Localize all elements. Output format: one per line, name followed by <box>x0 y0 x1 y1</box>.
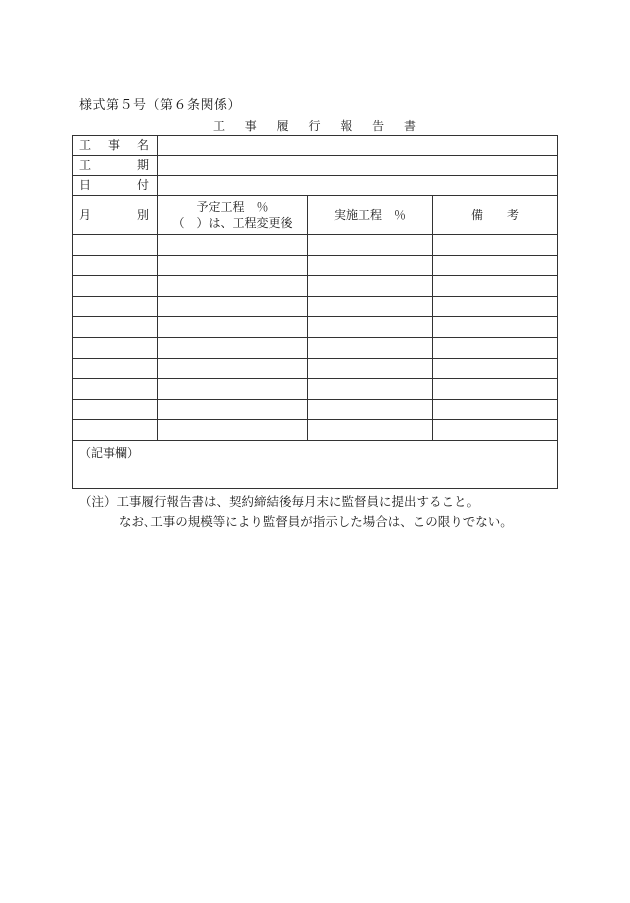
month-cell[interactable] <box>73 276 158 297</box>
actual-cell[interactable] <box>308 317 433 338</box>
footnote-line-2: なお､工事の規模等により監督員が指示した場合は、この限りでない。 <box>119 514 513 529</box>
actual-cell[interactable] <box>308 235 433 256</box>
title-char: 事 <box>244 119 258 133</box>
date-field[interactable] <box>158 176 558 196</box>
planned-cell[interactable] <box>158 379 308 400</box>
data-rows <box>73 235 558 441</box>
project-name-field[interactable] <box>158 136 558 156</box>
planned-cell[interactable] <box>158 399 308 420</box>
month-cell[interactable] <box>73 235 158 256</box>
date-label: 日 付 <box>73 176 158 196</box>
table-row <box>73 276 558 297</box>
month-cell[interactable] <box>73 399 158 420</box>
planned-cell[interactable] <box>158 420 308 441</box>
table-row <box>73 358 558 379</box>
remarks-cell[interactable] <box>433 317 558 338</box>
remarks-cell[interactable] <box>433 296 558 317</box>
title-char: 履 <box>276 119 290 133</box>
table-row <box>73 255 558 276</box>
notes-label: （記事欄） <box>79 445 140 460</box>
month-cell[interactable] <box>73 358 158 379</box>
remarks-cell[interactable] <box>433 399 558 420</box>
remarks-cell[interactable] <box>433 255 558 276</box>
actual-cell[interactable] <box>308 358 433 379</box>
column-header-row <box>73 196 558 235</box>
title-char: 書 <box>404 119 418 133</box>
planned-cell[interactable] <box>158 276 308 297</box>
notes-row <box>73 440 558 488</box>
planned-cell[interactable] <box>158 358 308 379</box>
month-cell[interactable] <box>73 317 158 338</box>
title-char: 工 <box>212 119 226 133</box>
table-row <box>73 420 558 441</box>
planned-cell[interactable] <box>158 317 308 338</box>
actual-cell[interactable] <box>308 255 433 276</box>
actual-cell[interactable] <box>308 276 433 297</box>
actual-cell[interactable] <box>308 337 433 358</box>
table-row <box>73 337 558 358</box>
period-label: 工 期 <box>73 156 158 176</box>
footnote <box>79 492 513 532</box>
remarks-cell[interactable] <box>433 379 558 400</box>
field-row-date <box>73 176 558 196</box>
title-char: 告 <box>372 119 386 133</box>
actual-cell[interactable] <box>308 296 433 317</box>
field-row-period <box>73 156 558 176</box>
remarks-header: 備 考 <box>433 196 558 235</box>
table-row <box>73 399 558 420</box>
planned-progress-header: 予定工程 ％ （ ）は、工程変更後 <box>158 196 308 235</box>
footnote-line-1: （注）工事履行報告書は、契約締結後毎月末に監督員に提出すること。 <box>79 494 480 509</box>
title-char: 報 <box>340 119 354 133</box>
actual-cell[interactable] <box>308 399 433 420</box>
month-cell[interactable] <box>73 255 158 276</box>
actual-cell[interactable] <box>308 379 433 400</box>
month-cell[interactable] <box>73 296 158 317</box>
remarks-cell[interactable] <box>433 276 558 297</box>
form-number: 様式第５号（第６条関係） <box>79 98 242 113</box>
actual-progress-header: 実施工程 ％ <box>308 196 433 235</box>
document-title <box>0 117 630 134</box>
planned-cell[interactable] <box>158 235 308 256</box>
planned-cell[interactable] <box>158 337 308 358</box>
month-cell[interactable] <box>73 379 158 400</box>
remarks-cell[interactable] <box>433 420 558 441</box>
planned-cell[interactable] <box>158 296 308 317</box>
month-cell[interactable] <box>73 420 158 441</box>
month-column-header: 月 別 <box>73 196 158 235</box>
notes-field[interactable] <box>73 440 558 488</box>
actual-cell[interactable] <box>308 420 433 441</box>
field-row-project-name <box>73 136 558 156</box>
table-row <box>73 235 558 256</box>
table-row <box>73 379 558 400</box>
month-cell[interactable] <box>73 337 158 358</box>
table-row <box>73 317 558 338</box>
remarks-cell[interactable] <box>433 235 558 256</box>
remarks-cell[interactable] <box>433 358 558 379</box>
table-row <box>73 296 558 317</box>
remarks-cell[interactable] <box>433 337 558 358</box>
planned-cell[interactable] <box>158 255 308 276</box>
period-field[interactable] <box>158 156 558 176</box>
project-name-label: 工 事 名 <box>73 136 158 156</box>
title-char: 行 <box>308 119 322 133</box>
report-table <box>72 135 558 489</box>
